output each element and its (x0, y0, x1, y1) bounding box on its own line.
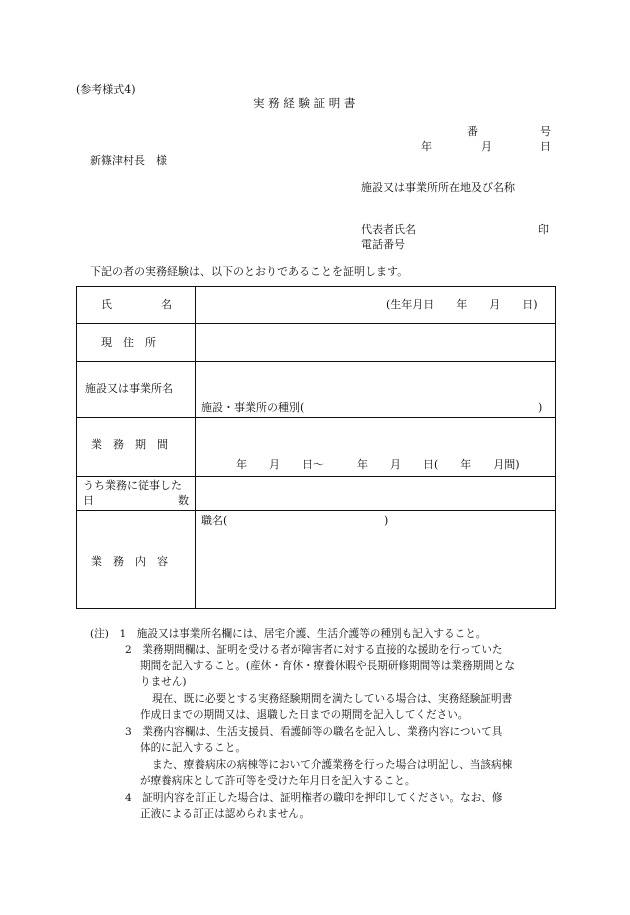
date-year: 年 (421, 140, 432, 153)
addressee: 新篠津村長 様 (90, 154, 167, 167)
column-divider (195, 287, 196, 608)
row-divider (77, 476, 555, 477)
phone-label: 電話番号 (361, 238, 405, 251)
representative-label: 代表者氏名 (361, 223, 416, 236)
number-label: 番 (467, 125, 478, 138)
name-label-part1: 氏 (101, 298, 112, 311)
reference-label: (参考様式4) (76, 83, 136, 96)
work-content-label: 業 務 内 容 (91, 555, 168, 568)
date-month: 月 (481, 140, 492, 153)
number-suffix: 号 (540, 125, 551, 138)
work-days-label-count: 数 (178, 494, 189, 507)
note-line: 2 業務期間欄は、証明を受ける者が障害者に対する直接的な援助を行っていた (125, 644, 503, 656)
row-divider (77, 417, 555, 418)
intro-text: 下記の者の実務経験は、以下のとおりであることを証明します。 (90, 265, 409, 278)
facility-name-label: 施設又は事業所名 (85, 382, 173, 395)
note-line: りません) (140, 676, 187, 688)
note-line: 体的に記入すること。 (140, 742, 246, 754)
work-days-label-day: 日 (83, 494, 94, 507)
experience-form-table (76, 286, 556, 609)
work-period-field: 年 月 日〜 年 月 日( 年 月間) (236, 458, 520, 471)
facility-type-field: 施設・事業所の種別( (201, 401, 305, 414)
job-title-field: 職名( (201, 514, 228, 527)
note-line: 正液による訂正は認められません。 (140, 808, 311, 820)
note-line: 期間を記入すること。(産休・育休・療養休暇や長期研修期間等は業務期間とな (140, 660, 515, 672)
note-line: 3 業務内容欄は、生活支援員、看護師等の職名を記入し、業務内容について具 (125, 726, 503, 738)
document-title: 実 務 経 験 証 明 書 (253, 96, 356, 110)
note-line: 作成日までの期間又は、退職した日までの期間を記入してください。 (140, 709, 469, 721)
birth-date-field: (生年月日 年 月 日) (386, 298, 538, 311)
row-divider (77, 361, 555, 362)
note-line: 現在、既に必要とする実務経験期間を満たしている場合は、実務経験証明書 (152, 693, 513, 705)
note-line: 4 証明内容を訂正した場合は、証明権者の職印を押印してください。なお、修 (125, 792, 503, 804)
address-label: 現 住 所 (101, 336, 156, 349)
facility-location-label: 施設又は事業所所在地及び名称 (361, 181, 515, 194)
note-line: また、療養病床の病棟等において介護業務を行った場合は明記し、当該病棟 (152, 759, 513, 771)
date-day: 日 (540, 140, 551, 153)
seal-label: 印 (538, 223, 549, 236)
facility-type-close: ) (538, 401, 543, 414)
work-days-label-line1: うち業務に従事した (83, 479, 182, 492)
job-title-close: ) (384, 514, 389, 527)
work-period-label: 業 務 期 間 (91, 438, 168, 451)
row-divider (77, 510, 555, 511)
note-line: (注) 1 施設又は事業所名欄には、居宅介護、生活介護等の種別も記入すること。 (90, 628, 487, 640)
note-line: が療養病床として許可等を受けた年月日を記入すること。 (140, 775, 416, 787)
row-divider (77, 323, 555, 324)
name-label-part2: 名 (161, 298, 172, 311)
